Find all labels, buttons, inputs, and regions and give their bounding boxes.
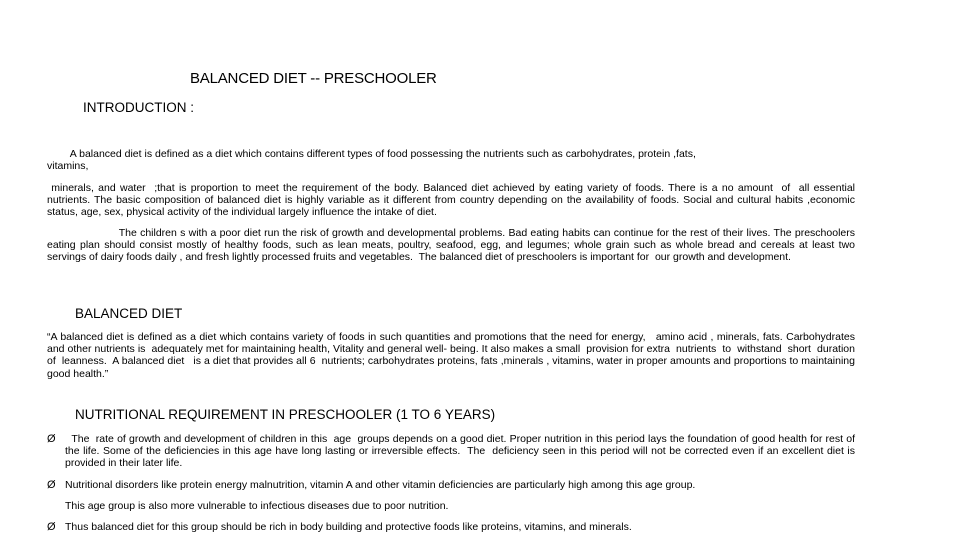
page-title: BALANCED DIET -- PRESCHOOLER — [190, 70, 437, 87]
intro-paragraph-1-line-1: A balanced diet is defined as a diet which contains different types of food possessing the nutrients such as carbohydrates, protein ,fats, — [47, 148, 696, 160]
balanced-diet-paragraph: “A balanced diet is defined as a diet which contains variety of foods in such quantities and promotions that the need for energy, amino acid , minerals, fats. Carbohydrates and other nutrients is adequately met for maintaining health, Vitality and general well- being. It also makes a small provision for extra nutrients to withstand short duration of leanness. A balanced diet is a diet that provides all 6 nutrients; carbohydrates proteins, fats ,minerals , vitamins, water in proper amounts and proportions to maintaining good health.” — [47, 331, 861, 380]
intro-paragraph-1-line-2: vitamins, — [47, 160, 89, 172]
bullet-item-2-continuation: This age group is also more vulnerable to infectious diseases due to poor nutrition. — [65, 500, 449, 512]
arrow-bullet-icon: Ø — [47, 521, 56, 533]
bullet-item-3-text: Thus balanced diet for this group should be rich in body building and protective foods like proteins, vitamins, and minerals. — [65, 521, 632, 533]
intro-heading: INTRODUCTION : — [83, 100, 194, 115]
arrow-bullet-icon: Ø — [47, 433, 56, 445]
intro-paragraph-3: The children s with a poor diet run the risk of growth and developmental problems. Bad eating habits can continue for the rest of their lives. The preschoolers eating plan should consist mostly of healthy foods, such as lean meats, poultry, seafood, egg, and legumes; whole grain such as whole bread and cereals at least two servings of dairy foods daily , and fresh lightly processed fruits and vegetables. The balanced diet of preschoolers is important for our growth and development. — [47, 227, 858, 264]
bullet-item-2-text: Nutritional disorders like protein energy malnutrition, vitamin A and other vitamin deficiencies are particularly high among this age group. — [65, 479, 696, 491]
balanced-diet-heading: BALANCED DIET — [75, 306, 183, 321]
arrow-bullet-icon: Ø — [47, 479, 56, 491]
bullet-item-1-text: The rate of growth and development of children in this age groups depends on a good diet. Proper nutrition in this period lays the foundation of good health for rest of the life. Some of the deficiencies in this age have long lasting or irreversible effects. The deficiency seen in this period will not be corrected even if an excellent diet is provided in their later life. — [65, 433, 858, 470]
intro-paragraph-2: minerals, and water ;that is proportion to meet the requirement of the body. Balanced diet achieved by eating variety of foods. There is a no amount of all essential nutrients. The basic composition of balanced diet is highly variable as it different from country depending on the availability of foods. Social and cultural habits ,economic status, age, sex, physical activity of the individual largely influence the intake of diet. — [47, 182, 858, 219]
nutritional-requirement-heading: NUTRITIONAL REQUIREMENT IN PRESCHOOLER (1 TO 6 YEARS) — [75, 407, 496, 422]
bullet-item-2 — [47, 479, 855, 493]
bullet-item-1 — [47, 433, 858, 473]
bullet-item-3 — [47, 521, 855, 535]
